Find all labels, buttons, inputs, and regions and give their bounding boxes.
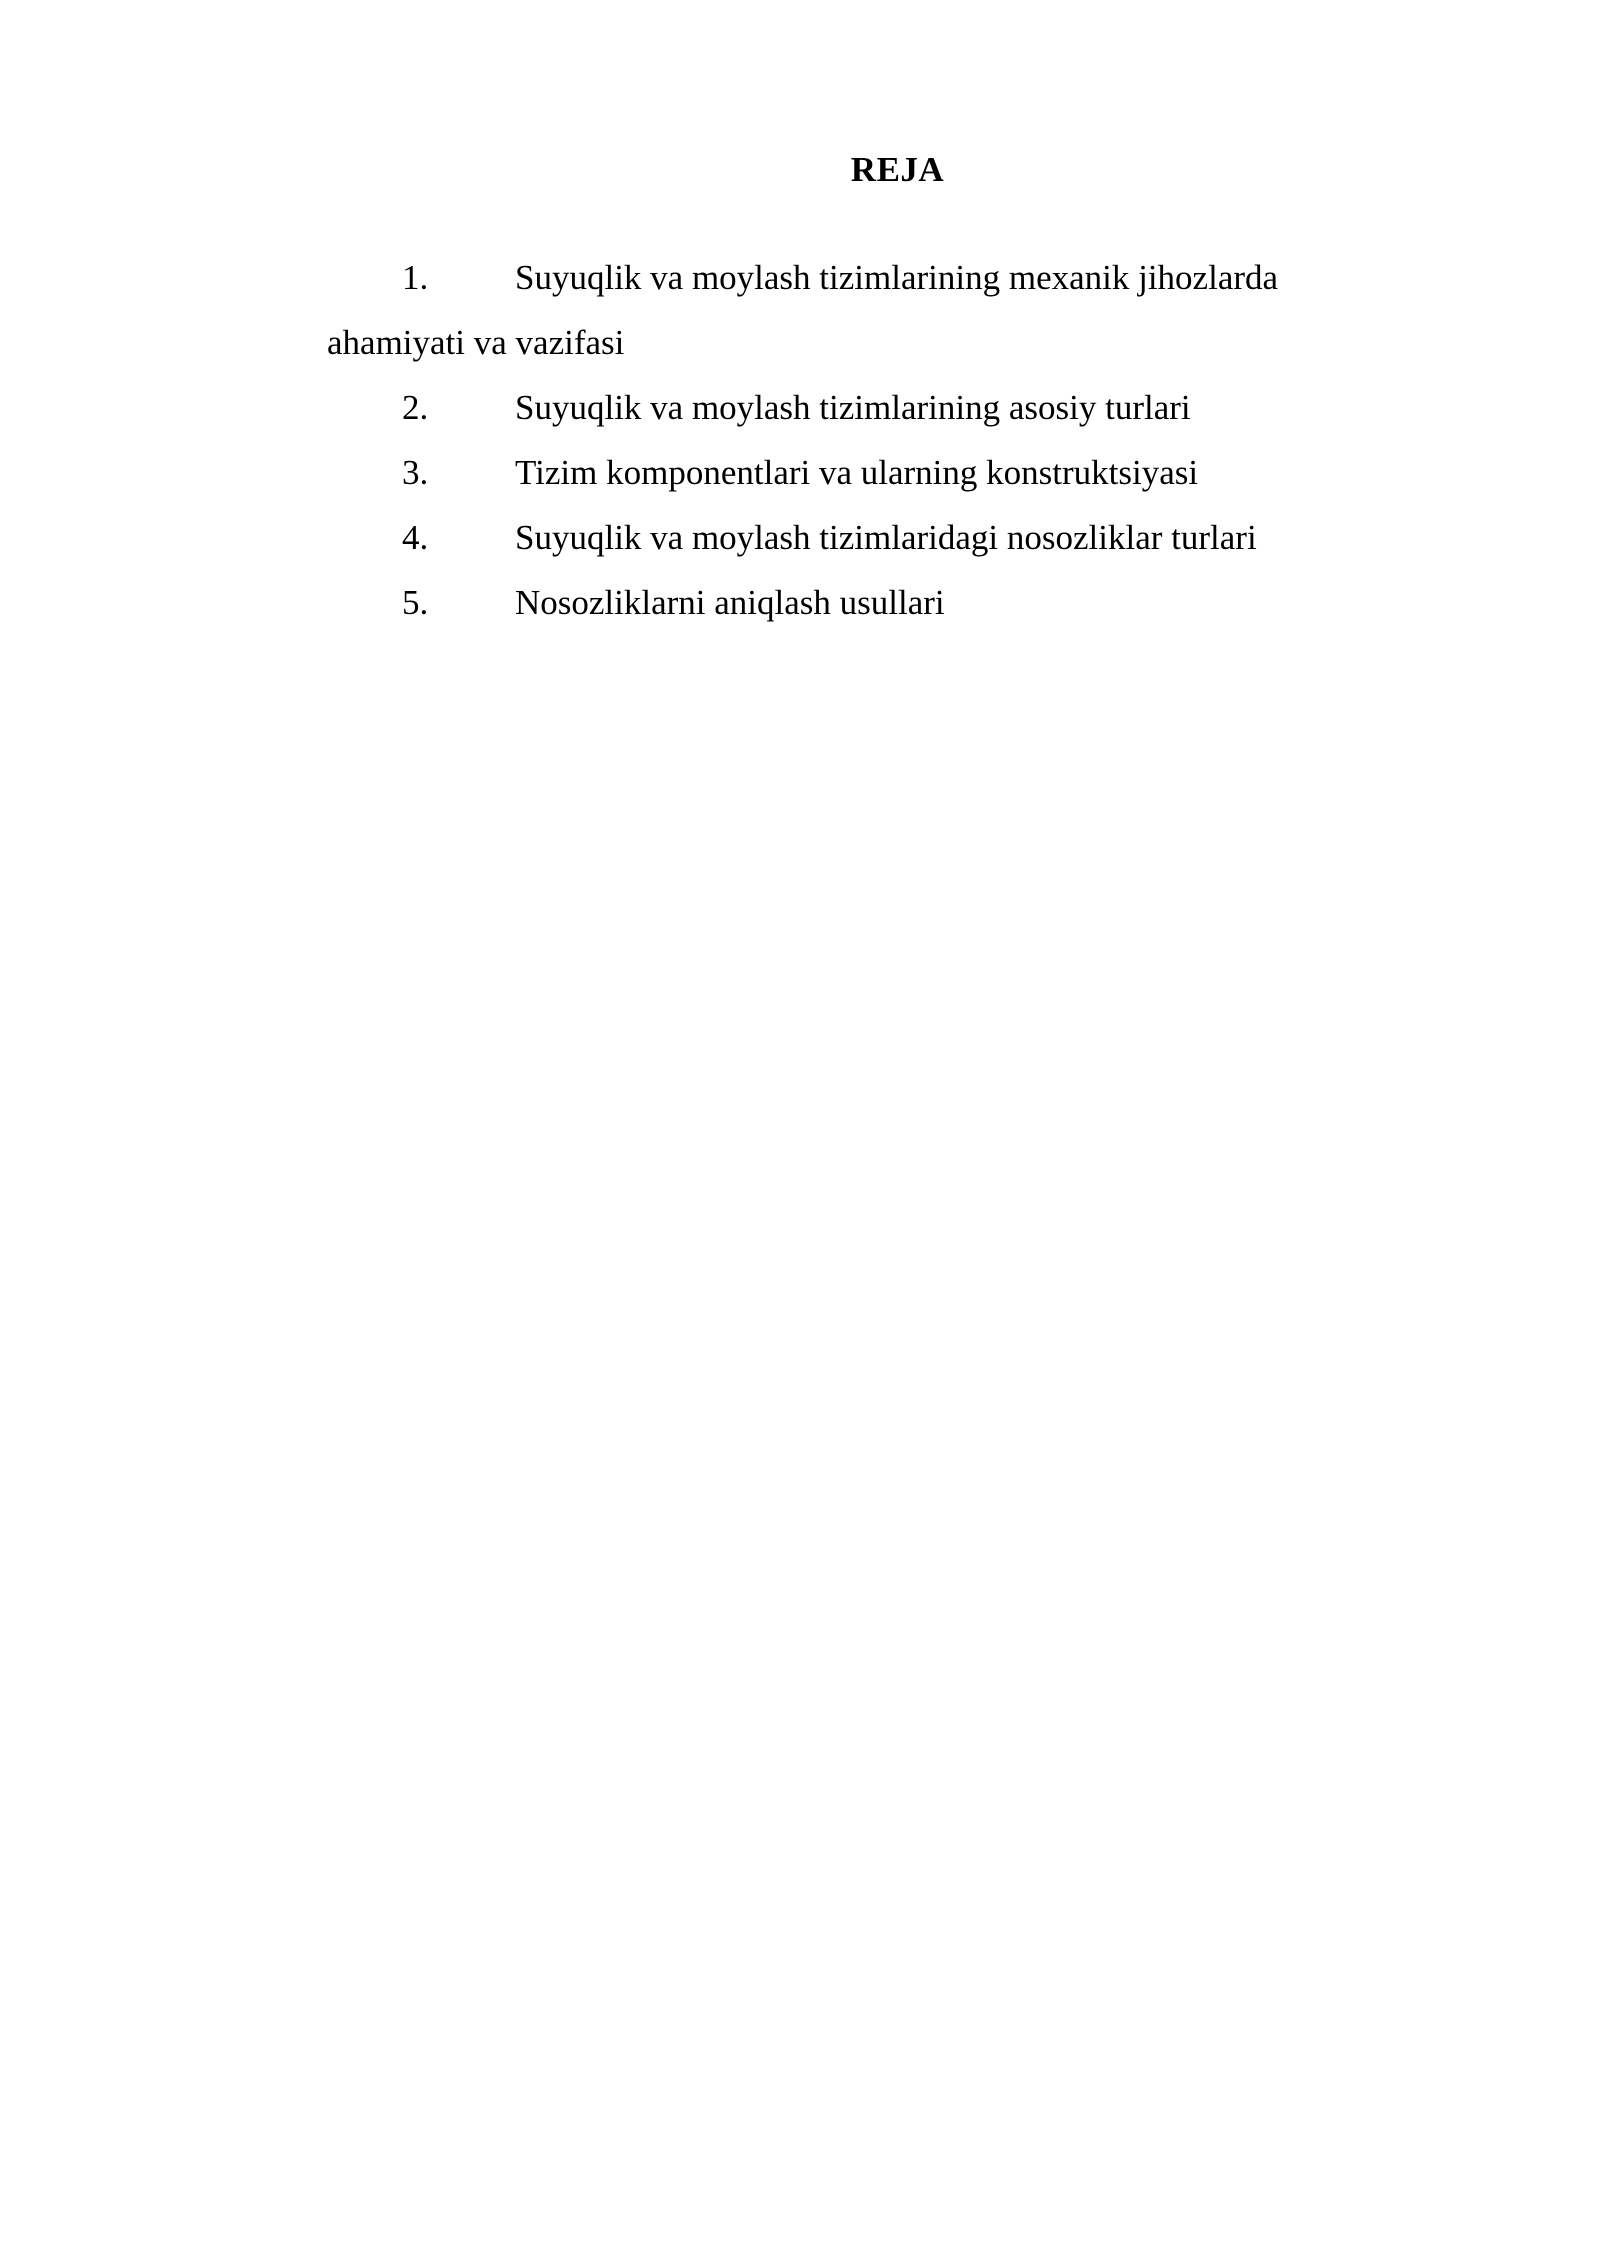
list-item-text: Suyuqlik va moylash tizimlaridagi nosozliklar turlari	[515, 518, 1257, 557]
list-item	[327, 570, 1337, 635]
list-item	[327, 440, 1337, 505]
list-item-number: 2.	[402, 388, 429, 427]
list-item	[327, 375, 1337, 440]
list-item-number: 1.	[402, 258, 429, 297]
list-item-number: 3.	[402, 453, 429, 492]
list-item-text: Nosozliklarni aniqlash usullari	[515, 583, 945, 622]
list-item	[327, 245, 1337, 310]
plan-list	[327, 245, 1337, 635]
list-item-text: Suyuqlik va moylash tizimlarining asosiy turlari	[515, 388, 1191, 427]
list-item-text: Suyuqlik va moylash tizimlarining mexanik jihozlarda	[515, 258, 1279, 297]
list-item-number: 5.	[402, 583, 429, 622]
list-item-text: Tizim komponentlari va ularning konstruktsiyasi	[515, 453, 1199, 492]
list-item-continuation	[327, 310, 1337, 375]
title-area	[0, 0, 1600, 200]
list-item-text-continued: ahamiyati va vazifasi	[327, 323, 625, 362]
document-title: REJA	[850, 150, 945, 189]
list-item-number: 4.	[402, 518, 429, 557]
list-item	[327, 505, 1337, 570]
